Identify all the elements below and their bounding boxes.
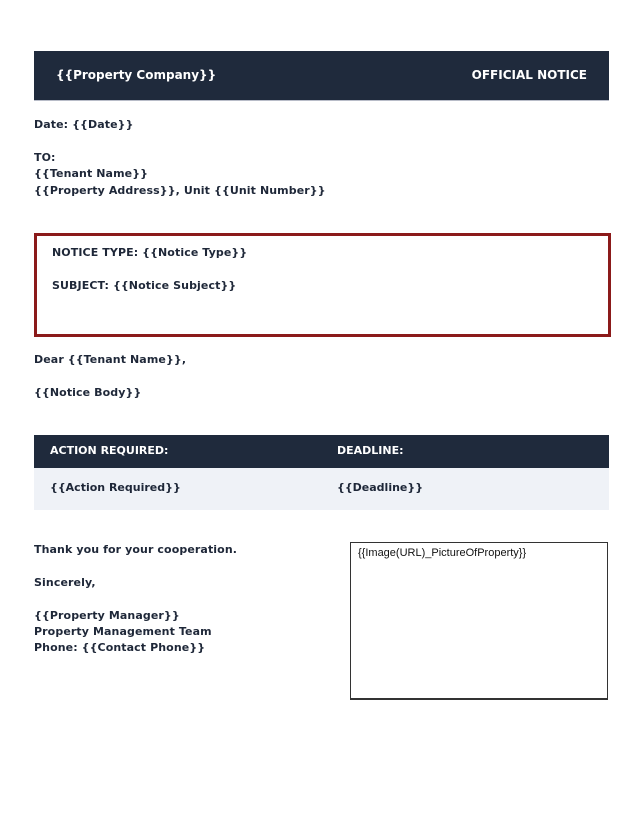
deadline-value: {{Deadline}}: [337, 481, 424, 494]
management-team: Property Management Team: [34, 625, 212, 638]
action-required-header: ACTION REQUIRED:: [50, 444, 169, 457]
property-image-placeholder: [350, 542, 608, 700]
thanks-line: Thank you for your cooperation.: [34, 543, 238, 556]
to-label: TO:: [34, 151, 56, 164]
header-band: [34, 51, 609, 101]
action-table: [34, 435, 609, 510]
property-manager: {{Property Manager}}: [34, 609, 180, 622]
action-required-value: {{Action Required}}: [50, 481, 181, 494]
action-table-header: [34, 435, 609, 468]
salutation: Dear {{Tenant Name}},: [34, 353, 187, 366]
notice-type: NOTICE TYPE: {{Notice Type}}: [52, 246, 248, 259]
date-line: Date: {{Date}}: [34, 118, 134, 131]
notice-box: [34, 233, 611, 337]
contact-phone: Phone: {{Contact Phone}}: [34, 641, 206, 654]
image-placeholder-label: {{Image(URL)_PictureOfProperty}}: [358, 547, 527, 559]
property-address: {{Property Address}}, Unit {{Unit Number}}: [34, 184, 326, 197]
official-notice-label: OFFICIAL NOTICE: [471, 68, 587, 82]
deadline-header: DEADLINE:: [337, 444, 404, 457]
notice-subject: SUBJECT: {{Notice Subject}}: [52, 279, 237, 292]
notice-body: {{Notice Body}}: [34, 386, 142, 399]
signoff-line: Sincerely,: [34, 576, 96, 589]
action-table-row: [34, 468, 609, 510]
property-company: {{Property Company}}: [56, 68, 217, 82]
tenant-name: {{Tenant Name}}: [34, 167, 149, 180]
